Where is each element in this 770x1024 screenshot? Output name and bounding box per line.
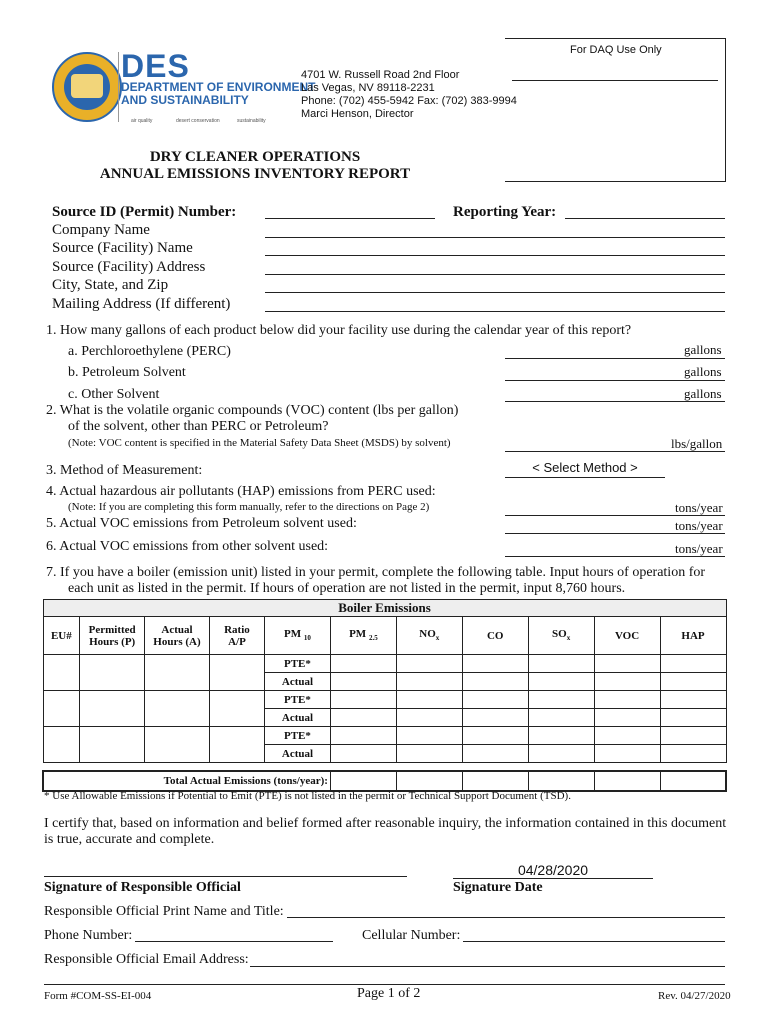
print-name-label: Responsible Official Print Name and Title:	[44, 904, 284, 919]
permitted-hours-cell[interactable]	[80, 727, 145, 763]
permitted-hours-cell[interactable]	[80, 655, 145, 691]
col-eu: EU#	[43, 617, 80, 655]
question-1b: b. Petroleum Solvent	[68, 365, 186, 380]
col-ratio: Ratio A/P	[209, 617, 264, 655]
row-label-actual: Actual	[265, 745, 331, 763]
row-label-pte: PTE*	[265, 691, 331, 709]
question-2-line-1: 2. What is the volatile organic compounds (VOC) content (lbs per gallon)	[46, 403, 459, 418]
question-4-note: (Note: If you are completing this form manually, refer to the directions on Page 2)	[68, 501, 430, 513]
question-7-line-2: each unit as listed in the permit. If hours of operation are not listed in the permit, input 8,760 hours.	[68, 581, 626, 596]
question-7-line-1: 7. If you have a boiler (emission unit) listed in your permit, complete the following table. Input hours of operation for	[46, 565, 706, 580]
actual-hours-cell[interactable]	[145, 655, 210, 691]
signature-field[interactable]	[44, 876, 407, 877]
source-id-field[interactable]	[265, 218, 435, 219]
facility-name-field[interactable]	[265, 255, 725, 256]
title-line-2: ANNUAL EMISSIONS INVENTORY REPORT	[99, 166, 411, 182]
facility-address-field[interactable]	[265, 274, 725, 275]
ratio-cell[interactable]	[209, 655, 264, 691]
question-4: 4. Actual hazardous air pollutants (HAP) emissions from PERC used:	[46, 484, 436, 499]
question-1c: c. Other Solvent	[68, 387, 160, 402]
tons-year-unit-5: tons/year	[675, 518, 723, 533]
logo-tag-air: air quality	[131, 118, 153, 124]
table-row	[43, 655, 726, 673]
table-row	[43, 727, 726, 745]
reporting-year-label: Reporting Year:	[453, 204, 557, 220]
revision-date: Rev. 04/27/2020	[658, 990, 731, 1002]
certify-line-2: is true, accurate and complete.	[44, 832, 215, 847]
table-footnote: * Use Allowable Emissions if Potential to Emit (PTE) is not listed in the permit or Technical Support Document (TSD).	[44, 790, 571, 802]
eu-cell[interactable]	[43, 727, 80, 763]
col-voc: VOC	[594, 617, 660, 655]
boiler-emissions-table	[42, 599, 727, 792]
city-label: City, State, and Zip	[52, 277, 169, 293]
form-number: Form #COM-SS-EI-004	[44, 990, 152, 1002]
daq-box	[505, 38, 726, 182]
signature-date-label: Signature Date	[453, 880, 543, 895]
county-seal-logo	[52, 52, 122, 122]
question-3: 3. Method of Measurement:	[46, 463, 203, 478]
boiler-table-title: Boiler Emissions	[43, 600, 726, 617]
col-pm10: PM $_{10}$	[265, 617, 331, 655]
row-label-actual: Actual	[265, 673, 331, 691]
question-2-line-2: of the solvent, other than PERC or Petroleum?	[68, 419, 329, 434]
signature-date-field[interactable]: 04/28/2020	[517, 862, 589, 878]
source-id-label: Source ID (Permit) Number:	[52, 204, 237, 220]
actual-hours-cell[interactable]	[145, 691, 210, 727]
col-sox: $SO_x$	[528, 617, 594, 655]
col-hap: HAP	[660, 617, 726, 655]
page-number: Page 1 of 2	[357, 986, 421, 1001]
question-1: 1. How many gallons of each product below did your facility use during the calendar year of this report?	[46, 323, 632, 338]
row-label-pte: PTE*	[265, 727, 331, 745]
actual-hours-cell[interactable]	[145, 727, 210, 763]
facility-name-label: Source (Facility) Name	[52, 240, 193, 256]
col-pm25: PM $_{2.5}$	[330, 617, 396, 655]
row-label-actual: Actual	[265, 709, 331, 727]
col-actual: Actual Hours (A)	[145, 617, 210, 655]
phone-fax: Phone: (702) 455-5942 Fax: (702) 383-9994	[301, 95, 517, 107]
ratio-cell[interactable]	[209, 727, 264, 763]
col-permitted: Permitted Hours (P)	[80, 617, 145, 655]
address-line-2: Las Vegas, NV 89118-2231	[301, 82, 435, 94]
phone-label: Phone Number:	[44, 928, 133, 943]
col-nox: $NO_x$	[396, 617, 462, 655]
address-line-1: 4701 W. Russell Road 2nd Floor	[301, 69, 460, 81]
reporting-year-field[interactable]	[565, 218, 725, 219]
col-co: CO	[462, 617, 528, 655]
dept-line-1: DEPARTMENT OF ENVIRONMENT	[121, 80, 316, 94]
daq-label: For DAQ Use Only	[570, 44, 662, 56]
perc-gallons-field[interactable]	[505, 358, 725, 359]
question-1a: a. Perchloroethylene (PERC)	[68, 344, 231, 359]
lbs-gallon-unit: lbs/gallon	[671, 436, 723, 451]
certify-line-1: I certify that, based on information and belief formed after reasonable inquiry, the information contained in this document	[44, 816, 727, 831]
question-2-note: (Note: VOC content is specified in the Material Safety Data Sheet (MSDS) by solvent)	[68, 437, 451, 449]
logo-tag-sustain: sustainability	[237, 118, 266, 124]
director: Marci Henson, Director	[301, 108, 414, 120]
signature-label: Signature of Responsible Official	[44, 880, 241, 895]
phone-field[interactable]	[135, 941, 333, 942]
city-field[interactable]	[265, 292, 725, 293]
eu-cell[interactable]	[43, 655, 80, 691]
permitted-hours-cell[interactable]	[80, 691, 145, 727]
company-name-field[interactable]	[265, 237, 725, 238]
logo-tag-desert: desert conservation	[176, 118, 220, 124]
eu-cell[interactable]	[43, 691, 80, 727]
cell-label: Cellular Number:	[362, 928, 461, 943]
gallons-unit-c: gallons	[684, 386, 722, 401]
gallons-unit-b: gallons	[684, 364, 722, 379]
question-6: 6. Actual VOC emissions from other solvent used:	[46, 539, 329, 554]
des-logo-text: DES	[121, 48, 190, 84]
cell-field[interactable]	[463, 941, 725, 942]
gallons-unit-a: gallons	[684, 342, 722, 357]
title-line-1: DRY CLEANER OPERATIONS	[149, 149, 361, 165]
petroleum-gallons-field[interactable]	[505, 380, 725, 381]
facility-address-label: Source (Facility) Address	[52, 259, 206, 275]
table-row	[43, 691, 726, 709]
question-5: 5. Actual VOC emissions from Petroleum solvent used:	[46, 516, 357, 531]
tons-year-unit-6: tons/year	[675, 541, 723, 556]
ratio-cell[interactable]	[209, 691, 264, 727]
mailing-field[interactable]	[265, 311, 725, 312]
row-label-pte: PTE*	[265, 655, 331, 673]
print-name-field[interactable]	[287, 917, 725, 918]
email-field[interactable]	[250, 966, 725, 967]
total-row	[43, 771, 726, 791]
daq-entry-line[interactable]	[512, 80, 718, 81]
tons-year-unit-4: tons/year	[675, 500, 723, 515]
total-actual-label: Total Actual Emissions (tons/year):	[43, 771, 330, 791]
dept-line-2: AND SUSTAINABILITY	[121, 93, 249, 107]
mailing-label: Mailing Address (If different)	[52, 296, 231, 312]
method-select[interactable]: < Select Method >	[505, 460, 665, 478]
email-label: Responsible Official Email Address:	[44, 952, 249, 967]
company-name-label: Company Name	[52, 222, 150, 238]
